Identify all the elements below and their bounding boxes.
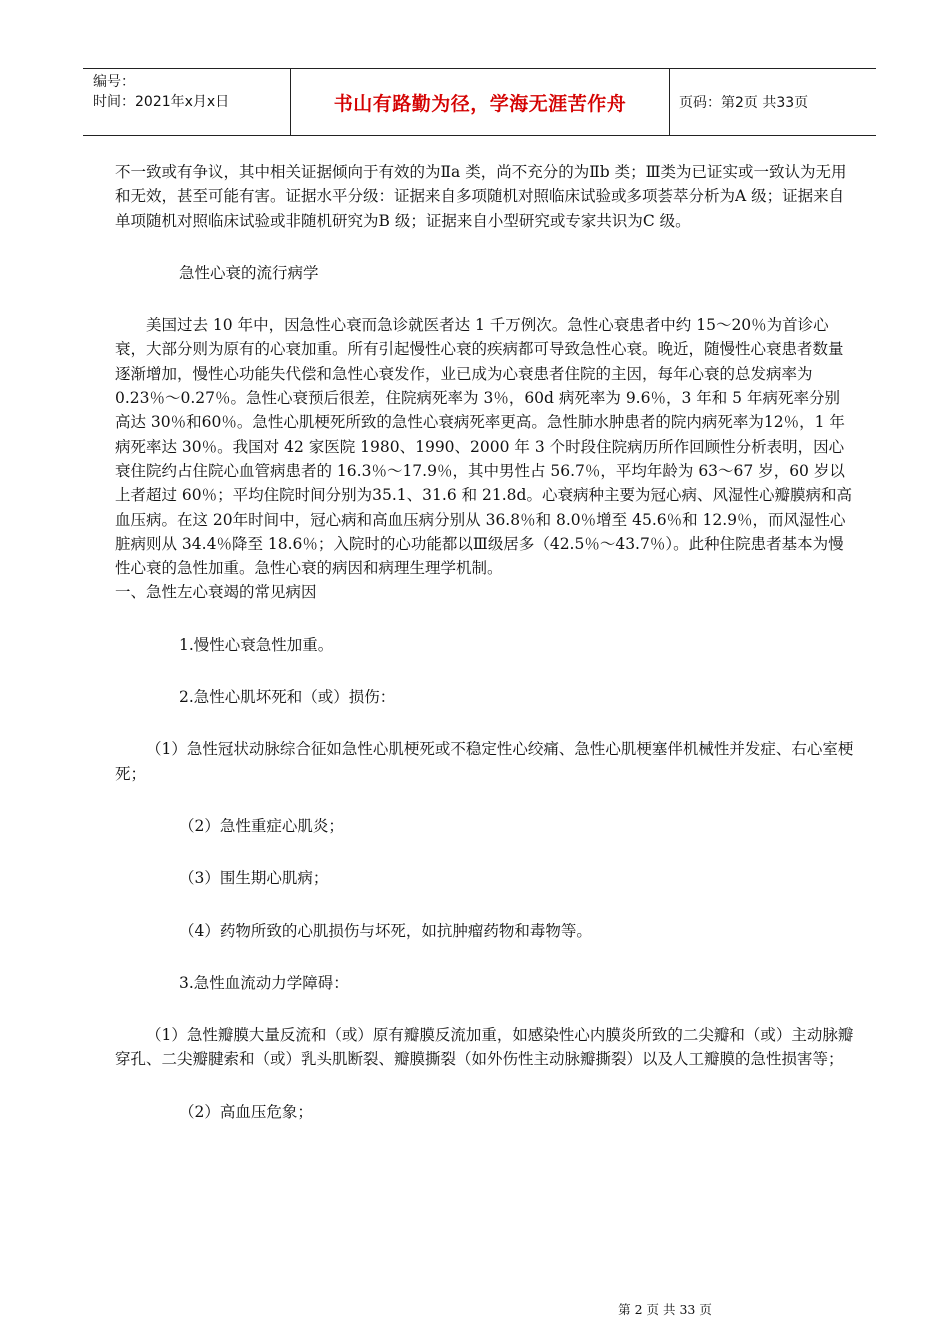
header-meta	[93, 72, 293, 112]
list-item: （2）急性重症心肌炎；	[179, 816, 344, 835]
document-body	[115, 160, 855, 1124]
list-item: （1）急性冠状动脉综合征如急性心肌梗死或不稳定性心绞痛、急性心肌梗塞伴机械性并发症、右心室梗死；	[115, 740, 854, 783]
section-heading-epidemiology: 急性心衰的流行病学	[179, 263, 319, 282]
list-item: （3）围生期心肌病；	[179, 869, 329, 888]
header-motto: 书山有路勤为径，学海无涯苦作舟	[290, 69, 670, 135]
page-header	[83, 68, 876, 136]
list-item: （4）药物所致的心肌损伤与坏死，如抗肿瘤药物和毒物等。	[179, 921, 592, 940]
page-footer: 第 2 页 共 33 页	[618, 1302, 712, 1317]
list-item: （1）急性瓣膜大量反流和（或）原有瓣膜反流加重，如感染性心内膜炎所致的二尖瓣和（或）主动脉瓣穿孔、二尖瓣腱索和（或）乳头肌断裂、瓣膜撕裂（如外伤性主动脉瓣撕裂）以及人工瓣膜的急性损害等；	[115, 1026, 854, 1069]
header-page-number: 页码：第2页 共33页	[679, 95, 809, 111]
list-item: 1.慢性心衰急性加重。	[179, 635, 334, 654]
list-item: （2）高血压危象；	[179, 1102, 313, 1121]
list-item: 3.急性血流动力学障碍：	[179, 973, 349, 992]
paragraph-evidence-levels: 不一致或有争议，其中相关证据倾向于有效的为Ⅱa 类，尚不充分的为Ⅱb 类；Ⅲ类为已证实或一致认为无用和无效，甚至可能有害。证据水平分级：证据来自多项随机对照临床试验或多项荟萃分析为A 级；证据来自单项随机对照临床试验或非随机研究为B 级；证据来自小型研究或专家共识为C 级。	[115, 163, 847, 230]
list-item: 2.急性心肌坏死和（或）损伤：	[179, 688, 396, 707]
section-heading-causes: 一、急性左心衰竭的常见病因	[115, 583, 317, 602]
paragraph-epidemiology: 美国过去 10 年中，因急性心衰而急诊就医者达 1 千万例次。急性心衰患者中约 15～20％为首诊心衰，大部分则为原有的心衰加重。所有引起慢性心衰的疾病都可导致急性心衰。晚近，随慢性心衰患者数量逐渐增加，慢性心功能失代偿和急性心衰发作，业已成为心衰患者住院的主因，每年心衰的总发病率为 0.23％～0.27％。急性心衰预后很差，住院病死率为 3％，60d 病死率为 9.6％，3 年和 5 年病死率分别高达 30％和60％。急性心肌梗死所致的急性心衰病死率更高。急性肺水肿患者的院内病死率为12％，1 年病死率达 30％。我国对 42 家医院 1980、1990、2000 年 3 个时段住院病历所作回顾性分析表明，因心衰住院约占住院心血管病患者的 16.3％～17.9％，其中男性占 56.7％，平均年龄为 63～67 岁，60 岁以上者超过 60％；平均住院时间分别为35.1、31.6 和 21.8d。心衰病种主要为冠心病、风湿性心瓣膜病和高血压病。在这 20年时间中，冠心病和高血压病分别从 36.8％和 8.0％增至 45.6％和 12.9％，而风湿性心脏病则从 34.4％降至 18.6％；入院时的心功能都以Ⅲ级居多（42.5％～43.7％）。此种住院患者基本为慢性心衰的急性加重。急性心衰的病因和病理生理学机制。	[115, 316, 852, 578]
document-number: 编号：	[93, 74, 135, 90]
document-time: 时间：2021年x月x日	[93, 94, 230, 110]
